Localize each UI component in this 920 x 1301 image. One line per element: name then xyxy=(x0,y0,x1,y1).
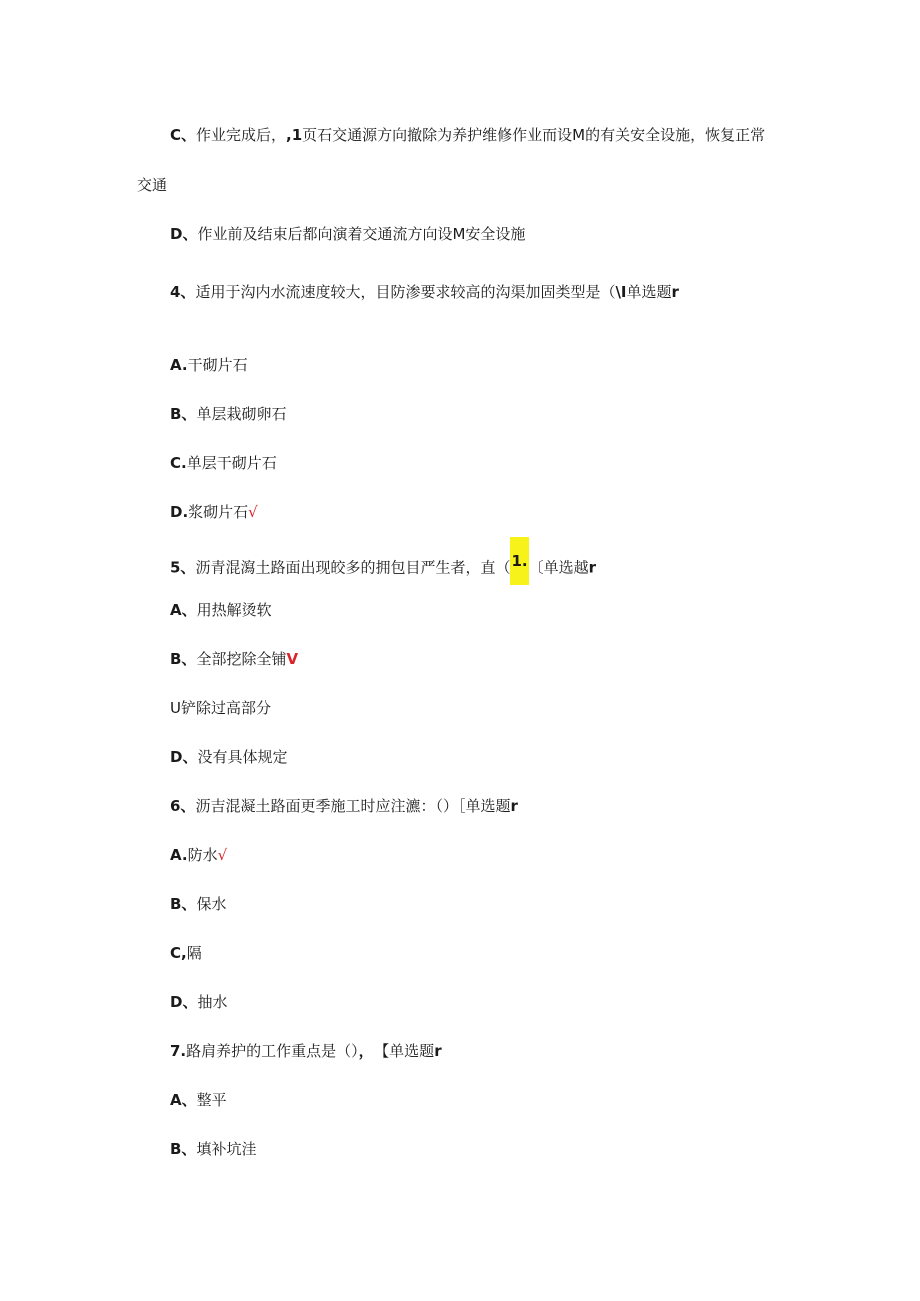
q5-option-a xyxy=(170,600,272,620)
q5-option-d xyxy=(170,747,287,767)
question-type: 【单选题 xyxy=(381,1042,435,1060)
q4-option-c xyxy=(170,453,277,473)
option-text: 全部挖除全铺 xyxy=(196,650,287,668)
option-text: 交通 xyxy=(137,176,168,194)
question-text-bold: ， xyxy=(358,1042,374,1060)
option-text: 抽水 xyxy=(197,993,228,1011)
question-type-suffix: r xyxy=(434,1042,442,1060)
option-letter: B、 xyxy=(170,650,197,668)
q5-option-c xyxy=(170,698,271,718)
option-text-bold: ,1 xyxy=(286,126,303,144)
question-type: 单选题 xyxy=(626,283,672,301)
option-text: 单层栽砌卵石 xyxy=(196,405,287,423)
option-letter: B、 xyxy=(170,1140,197,1158)
question-number: 7. xyxy=(170,1042,187,1060)
q5-option-b xyxy=(170,649,298,669)
highlighted-answer: 1. xyxy=(510,537,528,585)
question-number: 5、 xyxy=(170,558,196,577)
option-letter: A、 xyxy=(170,601,197,619)
option-text: 用热解烫软 xyxy=(196,601,272,619)
q4-option-b xyxy=(170,404,286,424)
option-letter: A. xyxy=(170,846,188,864)
question-4 xyxy=(170,282,679,302)
option-letter: D. xyxy=(170,503,189,521)
option-letter: D、 xyxy=(170,748,198,766)
option-letter: B、 xyxy=(170,895,197,913)
question-number: 4、 xyxy=(170,283,196,301)
question-type: 〔单选越 xyxy=(528,558,589,577)
option-text: U铲除过高部分 xyxy=(170,699,271,717)
option-text: 作业前及结束后都向演着交通流方向设M安全设施 xyxy=(197,225,526,243)
option-letter: D、 xyxy=(170,225,198,243)
question-text: 路肩养护的工作重点是（） xyxy=(186,1042,359,1060)
option-letter: A、 xyxy=(170,1091,197,1109)
question-text: 沥吉混凝土路面更季施工时应注瀌：（）［单选题 xyxy=(195,797,511,815)
question-text: 适用于沟内水流速度较大，目防渗要求较高的沟渠加固类型是（ xyxy=(195,283,616,301)
q3-option-c-continued xyxy=(137,175,167,195)
option-text: 整平 xyxy=(196,1091,227,1109)
option-text: 浆砌片石 xyxy=(188,503,249,521)
q6-option-d xyxy=(170,992,227,1012)
option-letter: C, xyxy=(170,944,187,962)
option-letter: C. xyxy=(170,454,187,472)
question-type-suffix: r xyxy=(510,797,518,815)
q7-option-a xyxy=(170,1090,227,1110)
question-type-suffix: r xyxy=(671,283,679,301)
q3-option-c xyxy=(170,125,765,145)
question-number: 6、 xyxy=(170,797,196,815)
question-type-suffix: r xyxy=(588,558,597,577)
correct-check-icon: √ xyxy=(248,503,258,521)
option-text: 没有具体规定 xyxy=(197,748,288,766)
option-letter: D、 xyxy=(170,993,198,1011)
question-text-bold: \I xyxy=(615,283,627,301)
q7-option-b xyxy=(170,1139,256,1159)
option-text: 作业完成后， xyxy=(196,126,287,144)
option-letter: B、 xyxy=(170,405,197,423)
option-text: 保水 xyxy=(196,895,227,913)
q4-option-a xyxy=(170,355,248,375)
option-text: 填补坑洼 xyxy=(196,1140,257,1158)
option-text: 防水 xyxy=(187,846,218,864)
q6-option-b xyxy=(170,894,226,914)
q3-option-d xyxy=(170,224,525,244)
question-7 xyxy=(170,1041,442,1061)
question-6 xyxy=(170,796,518,816)
option-text: 页石交通源方向撤除为养护维修作业而设M的有关安全设施，恢复正常 xyxy=(302,126,766,144)
option-text: 单层干砌片石 xyxy=(186,454,277,472)
option-letter: C、 xyxy=(170,126,197,144)
q6-option-c xyxy=(170,943,202,963)
correct-check-icon: V xyxy=(286,650,299,668)
q4-option-d xyxy=(170,502,258,522)
option-text: 隔 xyxy=(186,944,202,962)
question-5 xyxy=(170,551,596,585)
option-text: 干砌片石 xyxy=(187,356,248,374)
correct-check-icon: √ xyxy=(217,846,228,864)
option-letter: A. xyxy=(170,356,188,374)
q6-option-a xyxy=(170,845,227,865)
question-text: 沥青混瀉土路面出现皎多的拥包目严生者，直（ xyxy=(195,558,511,577)
